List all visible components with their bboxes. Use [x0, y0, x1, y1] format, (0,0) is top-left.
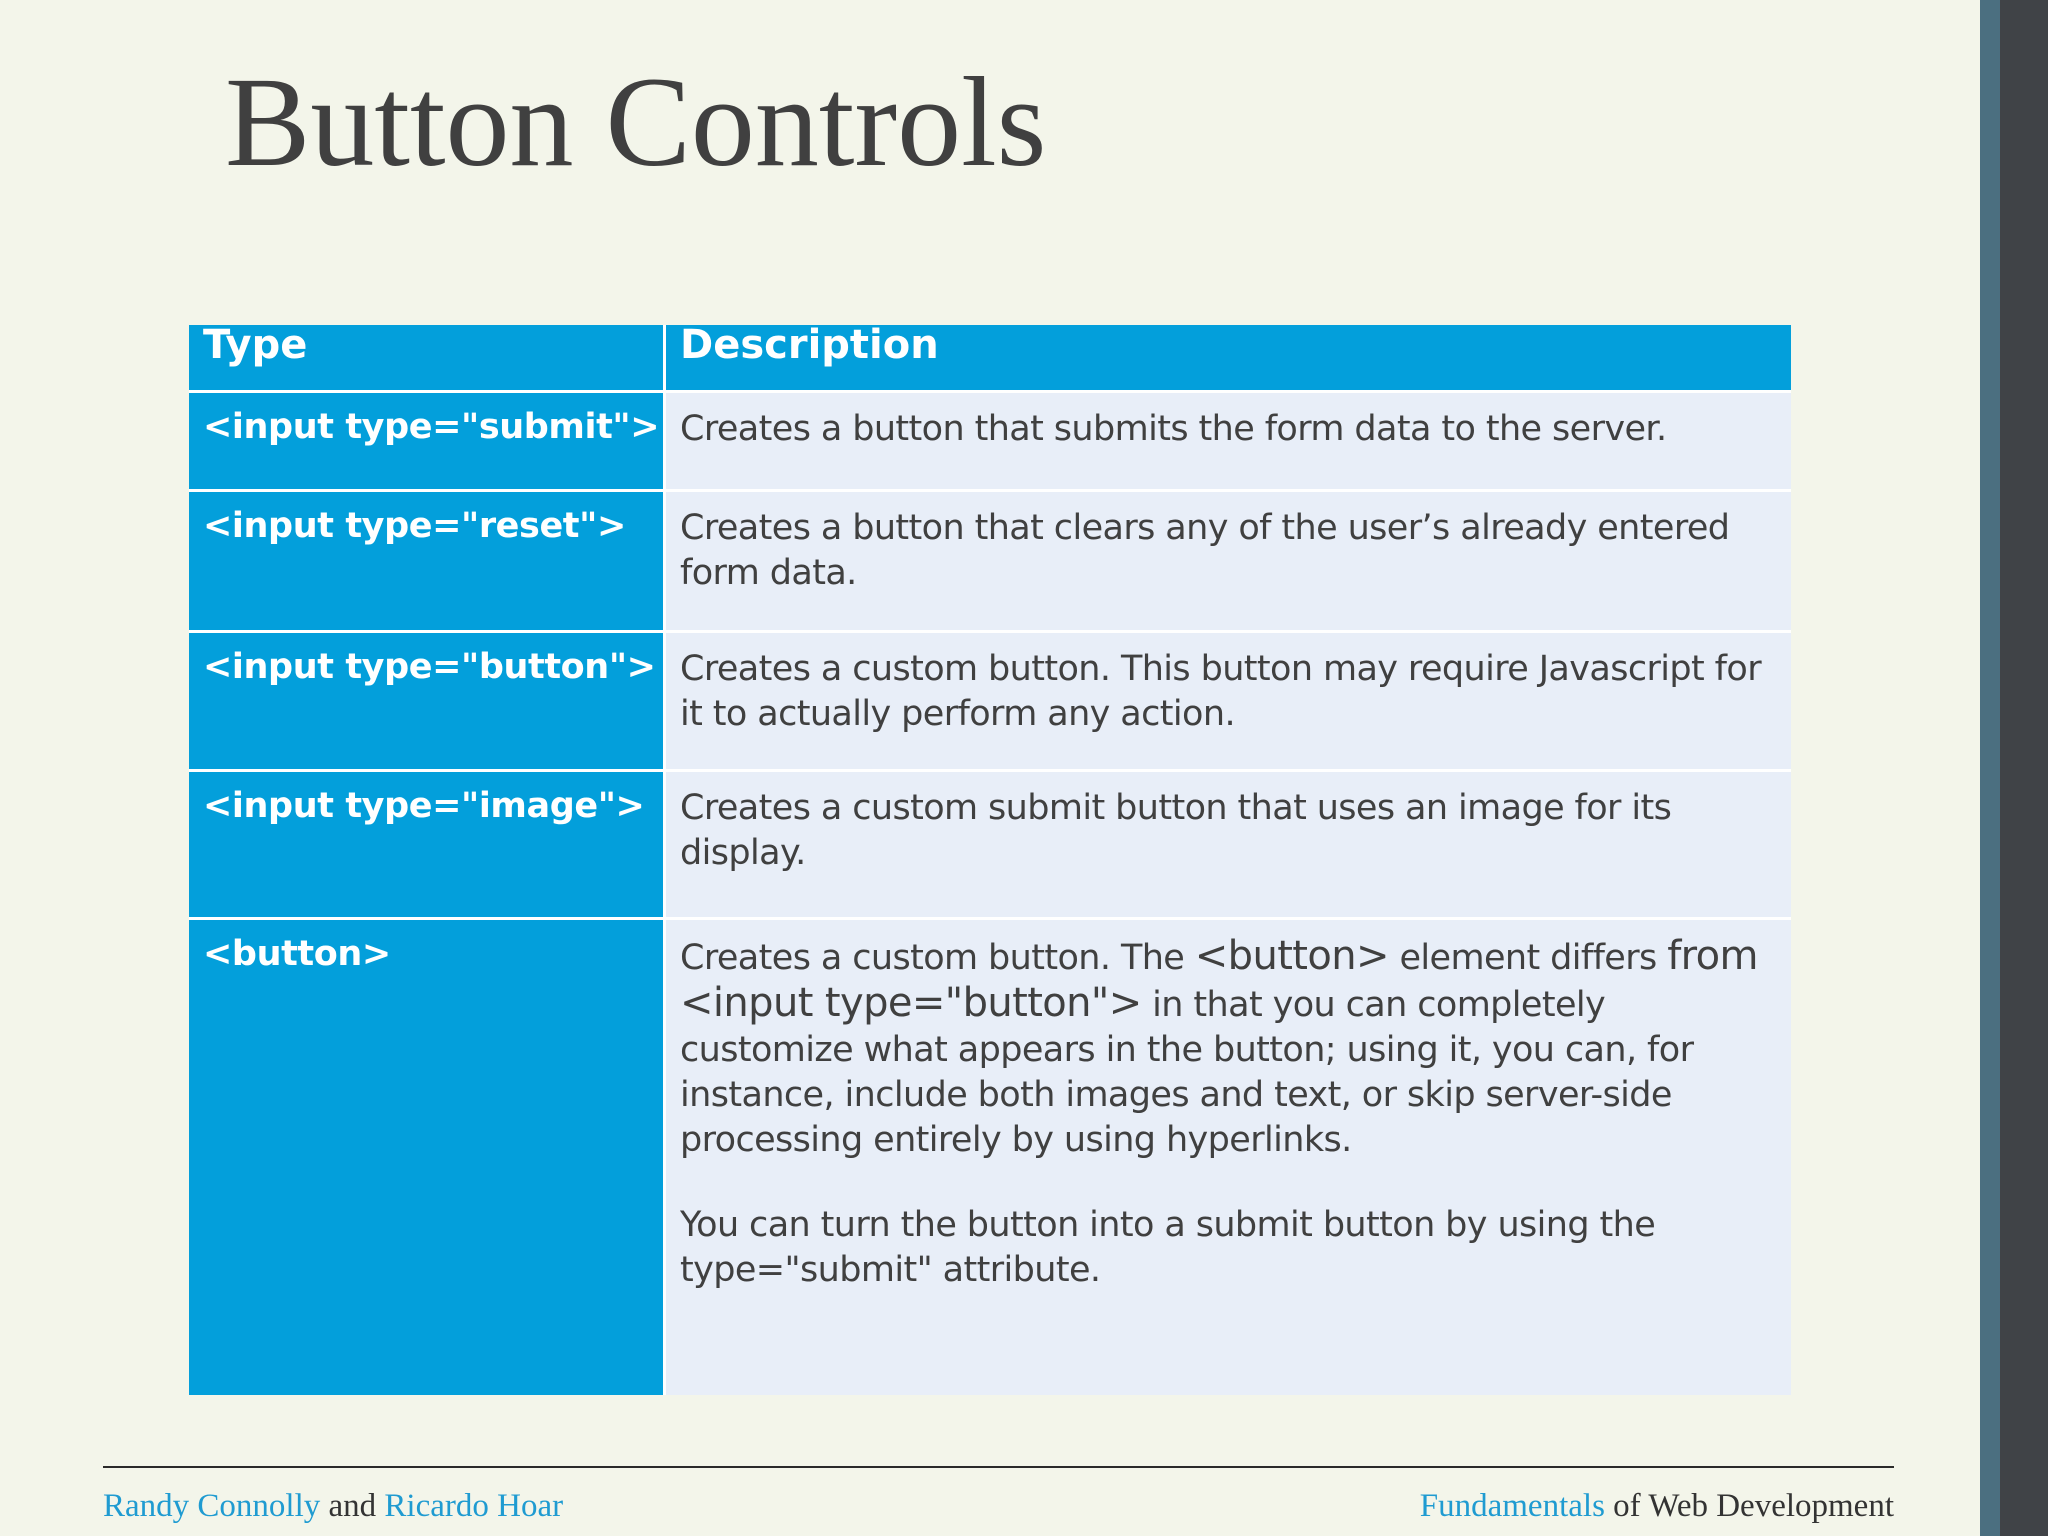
table-row-description	[663, 769, 1791, 917]
author-name: Ricardo Hoar	[384, 1488, 564, 1524]
description-text: Creates a button that clears any of the user’s already entered form data.	[680, 508, 1730, 593]
decorative-side-bar-teal	[1980, 0, 2000, 1536]
author-name: Randy Connolly	[103, 1488, 321, 1524]
description-text: Creates a custom button. This button may require Javascript for it to actually perform any action.	[680, 649, 1762, 734]
description-text-part: element differs	[1388, 938, 1668, 978]
decorative-side-bar-dark	[2000, 0, 2048, 1536]
code-snippet: <button>	[1194, 933, 1389, 979]
footer-conjunction: and	[320, 1488, 385, 1524]
table-row-type: <button>	[189, 917, 663, 1395]
button-controls-table	[189, 325, 1791, 1395]
table-row-type: <input type="button">	[189, 630, 663, 769]
table-row-description	[663, 489, 1791, 630]
footer-book-title	[1420, 1486, 1894, 1526]
description-text: Creates a custom submit button that uses an image for its display.	[680, 788, 1672, 873]
table-header-description: Description	[663, 325, 1791, 390]
table-header-type: Type	[189, 325, 663, 390]
slide-title: Button Controls	[225, 51, 1047, 193]
footer-authors	[103, 1486, 563, 1526]
table-row-description	[663, 917, 1791, 1395]
description-text-part: Creates a custom button. The	[680, 938, 1195, 978]
book-title-accent: Fundamentals	[1419, 1488, 1605, 1524]
table-row-description	[663, 390, 1791, 489]
footer-divider	[103, 1466, 1894, 1468]
table-row-type: <input type="submit">	[189, 390, 663, 489]
table-row-description	[663, 630, 1791, 769]
description-text: Creates a button that submits the form data to the server.	[680, 409, 1667, 449]
book-title-rest: of Web Development	[1604, 1488, 1894, 1524]
code-snippet: from <input type="button">	[680, 933, 1758, 1026]
table-row-type: <input type="reset">	[189, 489, 663, 630]
description-text	[680, 934, 1783, 1163]
description-text: You can turn the button into a submit button by using the type="submit" attribute.	[680, 1205, 1656, 1290]
table-row-type: <input type="image">	[189, 769, 663, 917]
description-text-part: in that you can completely customize what appears in the button; using it, you can, for instance, include both images and text, or skip server-side processing entirely by using hyperlinks.	[680, 985, 1694, 1160]
